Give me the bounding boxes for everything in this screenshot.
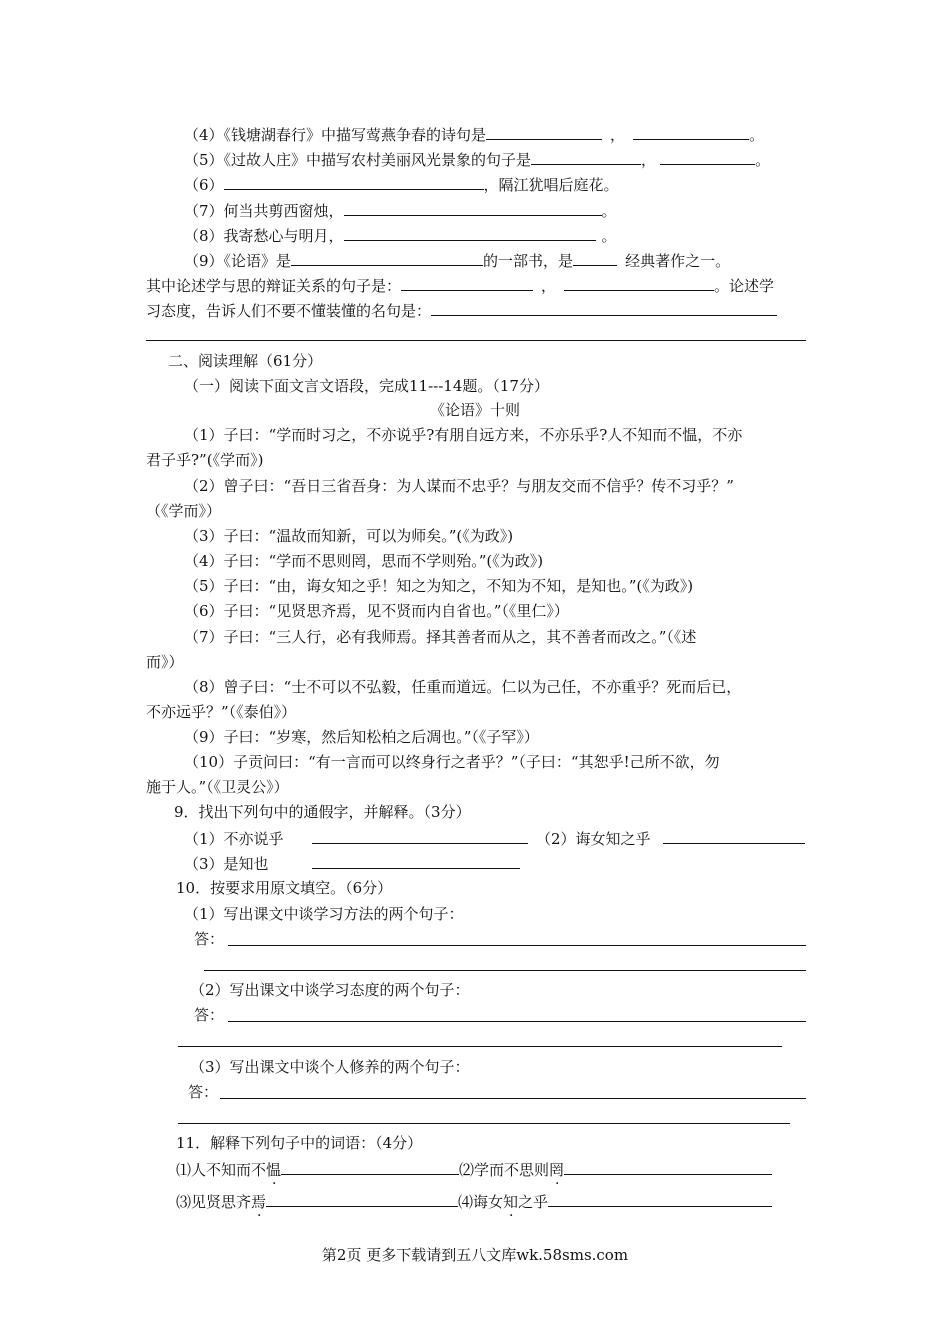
passage-line: （《学而》） <box>146 502 222 520</box>
passage-line: （1）子曰：“学而时习之，不亦说乎?有朋自远方来，不亦乐乎?人不知而不愠，不亦 <box>184 426 743 444</box>
question-9-title: 9．找出下列句中的通假字，并解释。（3分） <box>174 803 471 821</box>
answer-blank[interactable] <box>312 827 528 844</box>
fill-q9-line3: 习态度，告诉人们不要不懂装懂的名句是： <box>146 299 777 321</box>
answer-blank[interactable] <box>660 148 755 165</box>
question-9-item: （3）是知也 <box>184 852 520 874</box>
answer-blank[interactable] <box>531 148 641 165</box>
answer-blank[interactable] <box>564 274 714 291</box>
passage-line: 君子乎?”(《学而》) <box>146 451 264 469</box>
fill-q7: （7）何当共剪西窗烛， 。 <box>184 199 617 221</box>
answer-line[interactable] <box>228 945 806 946</box>
passage-line: 而》） <box>146 653 184 671</box>
passage-line: （4）子曰：“学而不思则罔，思而不学则殆。”(《为政》) <box>184 552 544 570</box>
answer-label: 答： <box>194 930 225 948</box>
answer-blank[interactable] <box>633 123 749 140</box>
answer-blank[interactable] <box>266 1190 458 1207</box>
answer-blank[interactable] <box>564 1158 772 1175</box>
fill-q9-line2: 其中论述学与思的辩证关系的句子是： ， 。论述学 <box>146 274 774 296</box>
answer-line[interactable] <box>146 340 806 341</box>
fill-q5: （5）《过故人庄》中描写农村美丽风光景象的句子是 ， 。 <box>184 148 770 170</box>
question-10-sub: （3）写出课文中谈个人修养的两个句子： <box>190 1058 470 1076</box>
passage-line: （5）子曰：“由，诲女知之乎！知之为知之，不知为不知，是知也。”(《为政》) <box>184 577 694 595</box>
answer-blank[interactable] <box>281 1158 459 1175</box>
passage-line: （7）子曰：“三人行，必有我师焉。择其善者而从之，其不善者而改之。”（《述 <box>184 628 697 646</box>
passage-line: （10）子贡问曰：“有一言而可以终身行之者乎？”（子曰：“其恕乎!己所不欲，勿 <box>184 753 720 771</box>
question-11-row: ⑴人不知而不愠 ⑵学而不思则罔 <box>176 1158 772 1180</box>
answer-blank[interactable] <box>344 199 602 216</box>
answer-blank[interactable] <box>548 1190 772 1207</box>
fill-q8: （8）我寄愁心与明月， 。 <box>184 224 617 246</box>
answer-blank[interactable] <box>486 123 602 140</box>
question-11-title: 11．解释下列句子中的词语：（4分） <box>176 1134 423 1152</box>
answer-line[interactable] <box>178 1046 782 1047</box>
passage-line: （6）子曰：“见贤思齐焉，见不贤而内自省也。”（《里仁》） <box>184 602 569 620</box>
passage-line: （8）曾子曰：“士不可以不弘毅，任重而道远。仁以为己任，不亦重乎？死而后已， <box>184 678 742 696</box>
answer-label: 答： <box>188 1083 219 1101</box>
question-9-item: （1）不亦说乎 （2）诲女知之乎 <box>184 827 805 849</box>
passage-line: （9）子曰：“岁寒，然后知松柏之后凋也。”（《子罕》） <box>184 728 539 746</box>
passage-line: 施于人。”（《卫灵公》） <box>146 778 289 796</box>
answer-line[interactable] <box>220 1098 806 1099</box>
answer-line[interactable] <box>228 1021 806 1022</box>
question-10-sub: （1）写出课文中谈学习方法的两个句子： <box>184 905 464 923</box>
fill-q6: （6） ，隔江犹唱后庭花。 <box>184 173 619 195</box>
passage-line: 不亦远乎？”（《泰伯》） <box>146 703 297 721</box>
passage-line: （3）子曰：“温故而知新，可以为师矣。”(《为政》) <box>184 527 514 545</box>
answer-line[interactable] <box>204 970 806 971</box>
answer-blank[interactable] <box>663 827 805 844</box>
part-instruction: （一）阅读下面文言文语段，完成11---14题。（17分） <box>184 377 549 395</box>
fill-q9-line1: （9）《论语》是 的一部书，是 经典著作之一。 <box>184 249 730 271</box>
answer-blank[interactable] <box>573 249 617 266</box>
fill-q4: （4）《钱塘湖春行》中描写莺燕争春的诗句是 ， 。 <box>184 123 764 145</box>
section-heading: 二、阅读理解（61分） <box>168 352 323 370</box>
answer-line[interactable] <box>178 1123 790 1124</box>
passage-line: （2）曾子曰：“吾日三省吾身：为人谋而不忠乎？与朋友交而不信乎？传不习乎？” <box>184 477 734 495</box>
answer-label: 答： <box>194 1006 225 1024</box>
page-footer: 第2页 更多下载请到五八文库wk.58sms.com <box>321 1246 629 1264</box>
answer-blank[interactable] <box>431 299 777 316</box>
answer-blank[interactable] <box>344 224 596 241</box>
question-11-row: ⑶见贤思齐焉 ⑷诲女知之乎 <box>176 1190 772 1212</box>
answer-blank[interactable] <box>312 852 520 869</box>
answer-blank[interactable] <box>224 173 484 190</box>
answer-blank[interactable] <box>401 274 533 291</box>
question-10-title: 10．按要求用原文填空。（6分） <box>176 879 393 897</box>
answer-blank[interactable] <box>291 249 483 266</box>
question-10-sub: （2）写出课文中谈学习态度的两个句子： <box>190 981 470 999</box>
passage-title: 《论语》十则 <box>429 401 520 419</box>
